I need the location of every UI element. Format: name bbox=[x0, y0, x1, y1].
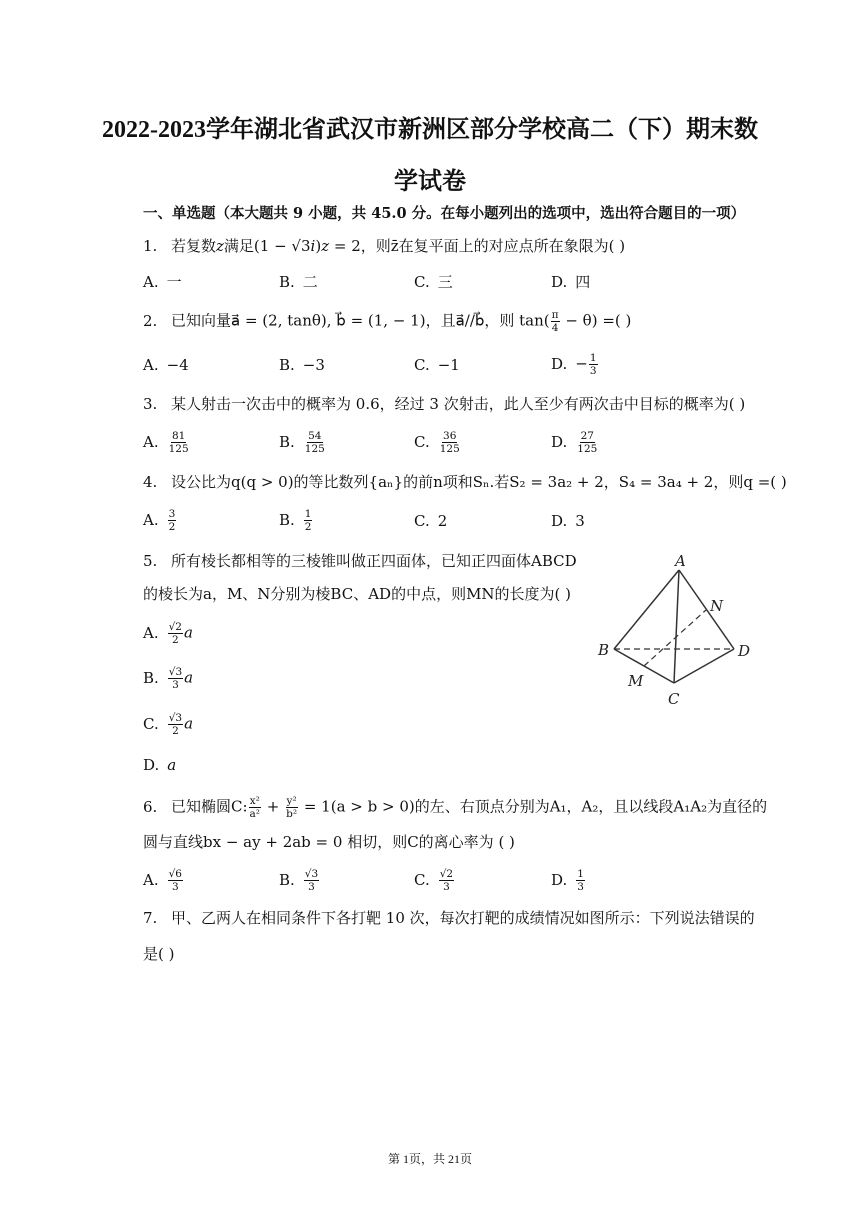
label-c: C bbox=[668, 690, 680, 708]
q3-option-b: B. $\frac{54}{125}$ bbox=[279, 430, 325, 455]
question-1: 1. 若复数z满足(1 − √3i)z = 2，则z̄在复平面上的对应点所在象限为( ) bbox=[143, 237, 626, 255]
pi-over-4-fraction: $\frac{\pi}{4}$ bbox=[551, 309, 559, 334]
section-heading: 一、单选题（本大题共 9 小题，共 45.0 分。在每小题列出的选项中，选出符合题目的一项） bbox=[143, 205, 746, 222]
question-3: 3. 某人射击一次击中的概率为 0.6，经过 3 次射击，此人至少有两次击中目标的概率为( ) bbox=[143, 395, 746, 413]
q5-option-a: A. $\frac{√2}{2}$ a bbox=[143, 621, 193, 646]
label-d: D bbox=[738, 642, 751, 660]
question-7: 7. 甲、乙两人在相同条件下各打靶 10 次，每次打靶的成绩情况如图所示：下列说法错误的 bbox=[143, 909, 755, 927]
q2-option-c: C. −1 bbox=[414, 356, 460, 374]
question-5-line-2: 的棱长为a，M、N分别为棱BC、AD的中点，则MN的长度为( ) bbox=[143, 585, 572, 603]
question-6: 6. 已知椭圆C: $\frac{\text{x²}}{\text{a²}}$ + $\frac{\text{y²}}{\text{b²}}$ = 1(a > b > 0)的左、右顶点分别为A₁，A₂，且以线段A₁A₂为直径的 bbox=[143, 795, 768, 820]
title-line-1: 2022-2023学年湖北省武汉市新洲区部分学校高二（下）期末数 bbox=[102, 117, 758, 143]
q3-option-a: A. $\frac{81}{125}$ bbox=[143, 430, 189, 455]
edge-ad bbox=[679, 570, 734, 649]
question-4: 4. 设公比为q(q > 0)的等比数列{aₙ}的前n项和Sₙ.若S₂ = 3a₂ + 2，S₄ = 3a₄ + 2，则q =( ) bbox=[143, 473, 787, 491]
q1-option-c: C. 三 bbox=[414, 273, 453, 291]
q1-option-b: B. 二 bbox=[279, 273, 318, 291]
q6-option-a: A. $\frac{√6}{3}$ bbox=[143, 868, 182, 893]
q4-option-c: C. 2 bbox=[414, 512, 448, 530]
q3-option-d: D. $\frac{27}{125}$ bbox=[551, 430, 598, 455]
q4-option-b: B. $\frac{1}{2}$ bbox=[279, 508, 312, 533]
q1-option-d: D. 四 bbox=[551, 273, 591, 291]
question-5: 5. 所有棱长都相等的三棱锥叫做正四面体，已知正四面体ABCD bbox=[143, 552, 577, 570]
exam-title bbox=[60, 104, 800, 208]
page-footer: 第 1页，共 21页 bbox=[387, 1152, 472, 1166]
question-2: 2. 已知向量a⃗ = (2, tanθ), b⃗ = (1, − 1)，且a⃗//b⃗，则 tan( $\frac{\pi}{4}$ − θ) =( ) bbox=[143, 309, 632, 334]
edge-ab bbox=[614, 570, 679, 649]
label-m: M bbox=[628, 672, 644, 690]
label-n: N bbox=[710, 597, 724, 615]
q4-option-a: A. $\frac{3}{2}$ bbox=[143, 508, 176, 533]
edge-cd bbox=[674, 649, 734, 683]
edge-ac bbox=[674, 570, 679, 683]
question-7-line-2: 是( ) bbox=[143, 945, 175, 963]
q1-option-a: A. 一 bbox=[143, 273, 182, 291]
q6-option-c: C. $\frac{√2}{3}$ bbox=[414, 868, 454, 893]
question-6-line-2: 圆与直线bx − ay + 2ab = 0 相切，则C的离心率为 ( ) bbox=[143, 833, 515, 851]
label-b: B bbox=[598, 641, 610, 659]
label-a: A bbox=[675, 552, 686, 570]
q2-option-d: D. − $\frac{1}{3}$ bbox=[551, 352, 597, 377]
q2-option-b: B. −3 bbox=[279, 356, 325, 374]
q6-option-b: B. $\frac{√3}{3}$ bbox=[279, 868, 319, 893]
tetrahedron-figure bbox=[592, 550, 772, 710]
q2-option-a: A. −4 bbox=[143, 356, 189, 374]
q5-option-c: C. $\frac{√3}{2}$ a bbox=[143, 712, 194, 737]
q5-option-d: D. a bbox=[143, 756, 177, 774]
q5-option-b: B. $\frac{√3}{3}$ a bbox=[143, 666, 194, 691]
q4-option-d: D. 3 bbox=[551, 512, 585, 530]
q6-option-d: D. $\frac{1}{3}$ bbox=[551, 868, 584, 893]
title-line-2: 学试卷 bbox=[394, 169, 466, 195]
q3-option-c: C. $\frac{36}{125}$ bbox=[414, 430, 460, 455]
